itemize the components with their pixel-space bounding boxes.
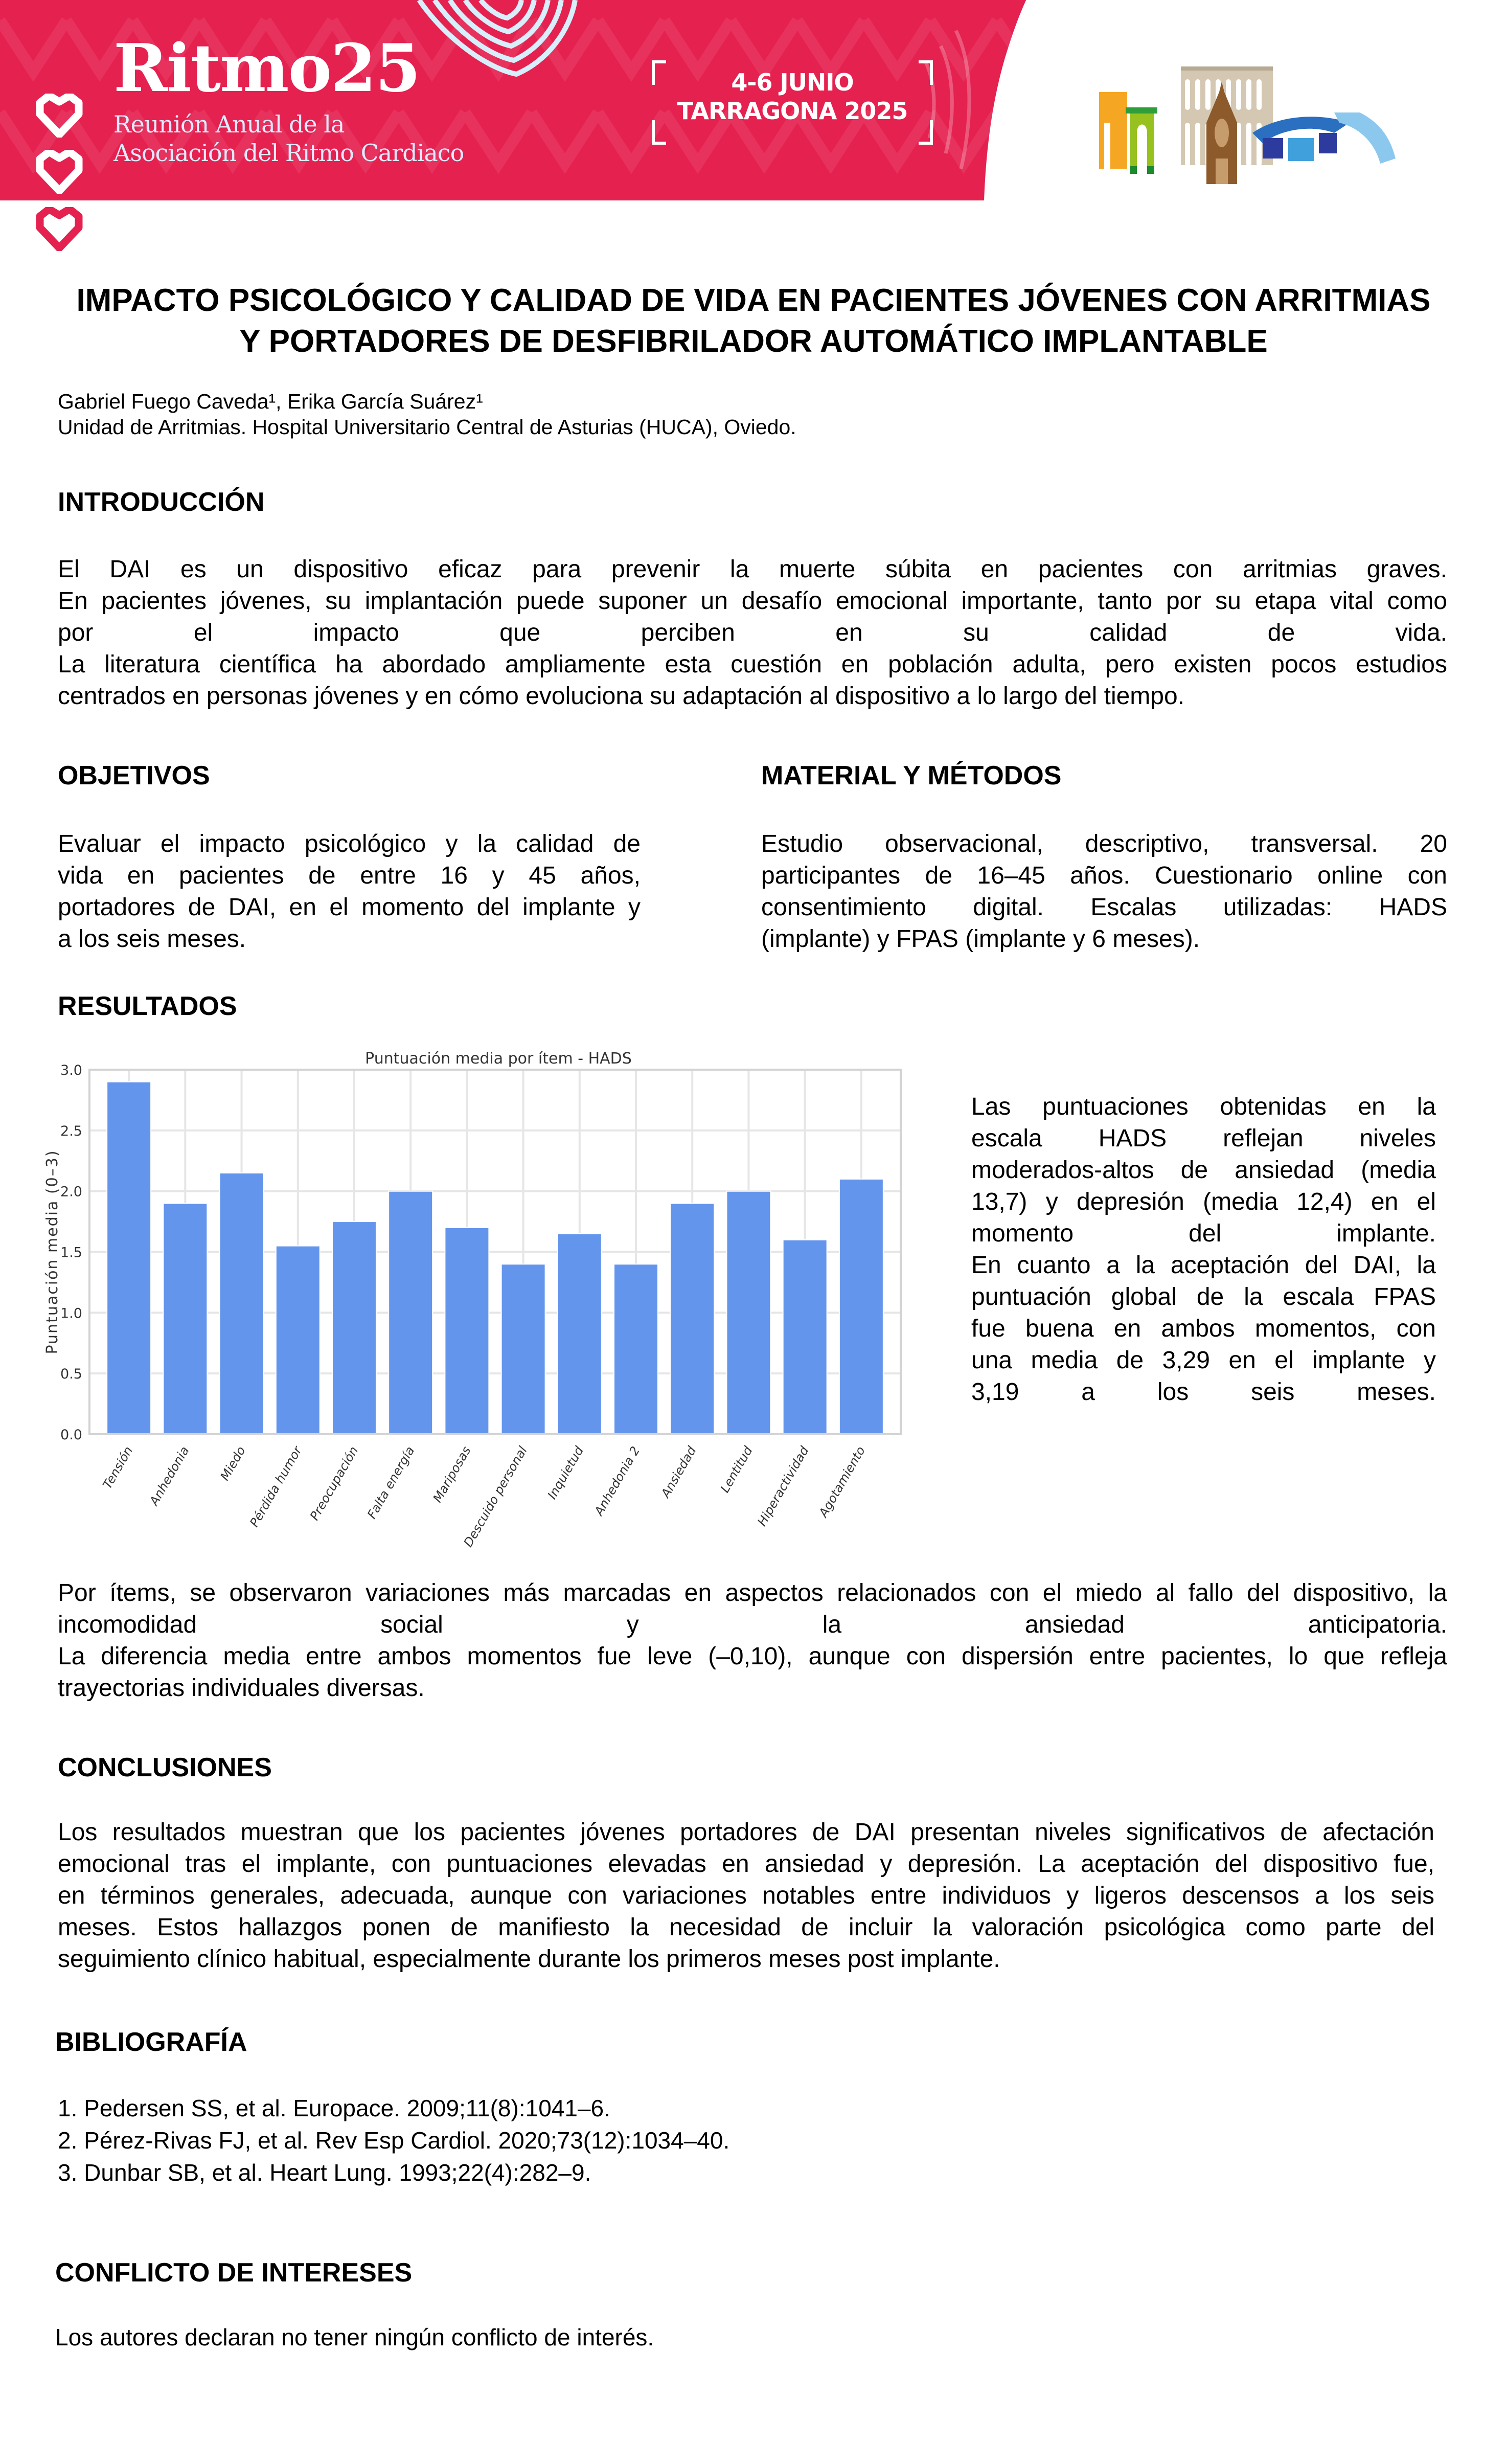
conference-banner [0,0,1507,200]
chart-bar [276,1246,320,1434]
chart-canvas [41,1043,910,1554]
chart-x-tick-label: Inquietud [544,1444,587,1502]
chart-bar [389,1191,432,1434]
chart-y-tick-label: 0.5 [60,1366,82,1383]
text-line: a los seis meses. [58,925,246,953]
text-line: La literatura científica ha abordado ampliamente esta cuestión en población adulta, pero existen pocos estudios [58,651,1447,678]
hads-bar-chart [41,1043,910,1554]
text-line: (implante) y FPAS (implante y 6 meses). [761,925,1200,953]
text-line: Por ítems, se observaron variaciones más marcadas en aspectos relacionados con el miedo al fallo del dispositivo, la [58,1579,1447,1607]
metodos-text [761,828,1447,955]
chart-bar [558,1234,602,1434]
heart-icon [35,207,84,251]
authors-block [58,389,796,440]
section-heading-introduccion: INTRODUCCIÓN [58,487,265,517]
chart-title: Puntuación media por ítem - HADS [365,1050,632,1068]
text-line: incomodidad social y la ansiedad anticipatoria. [58,1611,1447,1638]
chart-x-tick-label: Hiperactividad [755,1444,812,1529]
reference-item: 3. Dunbar SB, et al. Heart Lung. 1993;22(4):282–9. [58,2159,591,2186]
text-line: El DAI es un dispositivo eficaz para prevenir la muerte súbita en pacientes con arritmias graves. [58,556,1447,583]
chart-x-tick-label: Miedo [217,1444,248,1483]
resultados-below-text [58,1577,1447,1704]
chart-y-tick-label: 3.0 [60,1063,82,1078]
chart-y-tick-label: 2.0 [60,1184,82,1200]
chart-y-tick-label: 1.5 [60,1245,82,1261]
resultados-side-text [971,1091,1436,1408]
chart-x-tick-label: Descuido personal [461,1444,530,1550]
text-line: Evaluar el impacto psicológico y la calidad de [58,830,641,857]
text-line: vida en pacientes de entre 16 y 45 años, [58,862,641,889]
heart-icon [35,150,84,194]
chart-y-tick-label: 1.0 [60,1305,82,1322]
event-dates: 4-6 JUNIO [731,69,854,96]
tarragona-monuments-illustration [1094,61,1493,184]
objetivos-text [58,828,641,955]
text-line: consentimiento digital. Escalas utilizadas: HADS [761,894,1447,921]
chart-bar [839,1179,883,1434]
chart-y-ticks [60,1063,82,1443]
chart-x-tick-label: Pérdida humor [247,1444,305,1530]
section-heading-conclusiones: CONCLUSIONES [58,1753,272,1782]
section-heading-metodos: MATERIAL Y MÉTODOS [761,761,1062,790]
text-line: puntuación global de la escala FPAS [971,1283,1436,1310]
chart-x-tick-label: Mariposas [430,1444,474,1505]
chart-x-tick-label: Falta energía [364,1444,418,1521]
chart-bar [670,1203,714,1434]
conflicto-text: Los autores declaran no tener ningún conflicto de interés. [55,2324,654,2350]
chart-bar [220,1173,264,1434]
poster-title [51,280,1456,362]
chart-bar [614,1264,658,1434]
heart-icon [35,94,84,138]
chart-bar [107,1082,151,1434]
chart-x-tick-label: Agotamiento [816,1444,869,1520]
text-line: emocional tras el implante, con puntuaciones elevadas en ansiedad y depresión. La aceptación del dispositivo fue, [58,1850,1434,1878]
text-line: 13,7) y depresión (media 12,4) en el [971,1188,1436,1215]
text-line: En pacientes jóvenes, su implantación puede suponer un desafío emocional importante, tanto por su etapa vital como [58,587,1447,615]
text-line: participantes de 16–45 años. Cuestionario online con [761,862,1447,889]
text-line: fue buena en ambos momentos, con [971,1315,1436,1342]
event-location: TARRAGONA 2025 [677,97,908,125]
chart-x-tick-label: Anhedonia [147,1444,192,1508]
conference-logo-title: Ritmo25 [113,30,420,107]
text-line: trayectorias individuales diversas. [58,1675,425,1702]
text-line: La diferencia media entre ambos momentos fue leve (–0,10), aunque con dispersión entre pacientes, lo que refleja [58,1643,1447,1670]
chart-bar [501,1264,545,1434]
conference-subtitle [113,110,464,167]
chart-bar [726,1191,770,1434]
reference-list [58,2092,729,2189]
chart-bar [783,1240,827,1434]
text-line: 3,19 a los seis meses. [971,1378,1436,1406]
text-line: portadores de DAI, en el momento del implante y [58,894,641,921]
text-line: Los resultados muestran que los pacientes jóvenes portadores de DAI presentan niveles significativos de afectación [58,1819,1434,1846]
author-affiliation: Unidad de Arritmias. Hospital Universitario Central de Asturias (HUCA), Oviedo. [58,415,796,439]
chart-x-tick-label: Preocupación [307,1444,361,1523]
chart-x-tick-label: Lentitud [717,1444,756,1495]
section-heading-bibliografia: BIBLIOGRAFÍA [55,2027,247,2057]
event-date-box [652,60,933,145]
text-line: por el impacto que perciben en su calidad de vida. [58,619,1447,646]
text-line: moderados-altos de ansiedad (media [971,1157,1436,1184]
text-line: En cuanto a la aceptación del DAI, la [971,1252,1436,1279]
text-line: Las puntuaciones obtenidas en la [971,1093,1436,1120]
section-heading-resultados: RESULTADOS [58,991,237,1021]
conference-subtitle-line: Reunión Anual de la [113,110,345,138]
chart-bars [107,1082,883,1434]
text-line: escala HADS reflejan niveles [971,1125,1436,1152]
text-line: centrados en personas jóvenes y en cómo evoluciona su adaptación al dispositivo a lo largo del tiempo. [58,683,1185,710]
chart-bar [445,1228,489,1434]
section-heading-conflicto: CONFLICTO DE INTERESES [55,2258,413,2288]
text-line: Estudio observacional, descriptivo, transversal. 20 [761,830,1447,857]
chart-x-tick-label: Tensión [100,1444,136,1491]
chart-x-tick-label: Ansiedad [658,1444,699,1500]
text-line: una media de 3,29 en el implante y [971,1347,1436,1374]
text-line: seguimiento clínico habitual, especialmente durante los primeros meses post implante. [58,1946,1000,1973]
chart-y-tick-label: 2.5 [60,1123,82,1139]
chart-x-ticks [100,1443,868,1549]
reference-item: 2. Pérez-Rivas FJ, et al. Rev Esp Cardiol. 2020;73(12):1034–40. [58,2127,730,2154]
chart-x-tick-label: Anhedonia 2 [591,1444,643,1518]
text-line: meses. Estos hallazgos ponen de manifiesto la necesidad de incluir la valoración psicológica como parte del [58,1914,1434,1941]
reference-item: 1. Pedersen SS, et al. Europace. 2009;11(8):1041–6. [58,2095,610,2121]
author-names: Gabriel Fuego Caveda¹, Erika García Suárez¹ [58,390,483,413]
chart-y-tick-label: 0.0 [60,1427,82,1443]
poster-title-line: IMPACTO PSICOLÓGICO Y CALIDAD DE VIDA EN PACIENTES JÓVENES CON ARRITMIAS [76,283,1431,318]
section-heading-objetivos: OBJETIVOS [58,761,210,790]
introduccion-text [58,554,1447,712]
chart-y-axis-label: Puntuación media (0–3) [43,1149,61,1354]
chart-bar [332,1222,376,1434]
text-line: momento del implante. [971,1220,1436,1247]
conclusiones-text [58,1817,1434,1975]
chart-gridlines [89,1070,901,1434]
poster-title-line: Y PORTADORES DE DESFIBRILADOR AUTOMÁTICO IMPLANTABLE [239,324,1268,359]
chart-bar [163,1203,207,1434]
text-line: en términos generales, adecuada, aunque con variaciones notables entre individuos y ligeros descensos a los seis [58,1882,1434,1909]
conference-subtitle-line: Asociación del Ritmo Cardiaco [113,139,464,167]
